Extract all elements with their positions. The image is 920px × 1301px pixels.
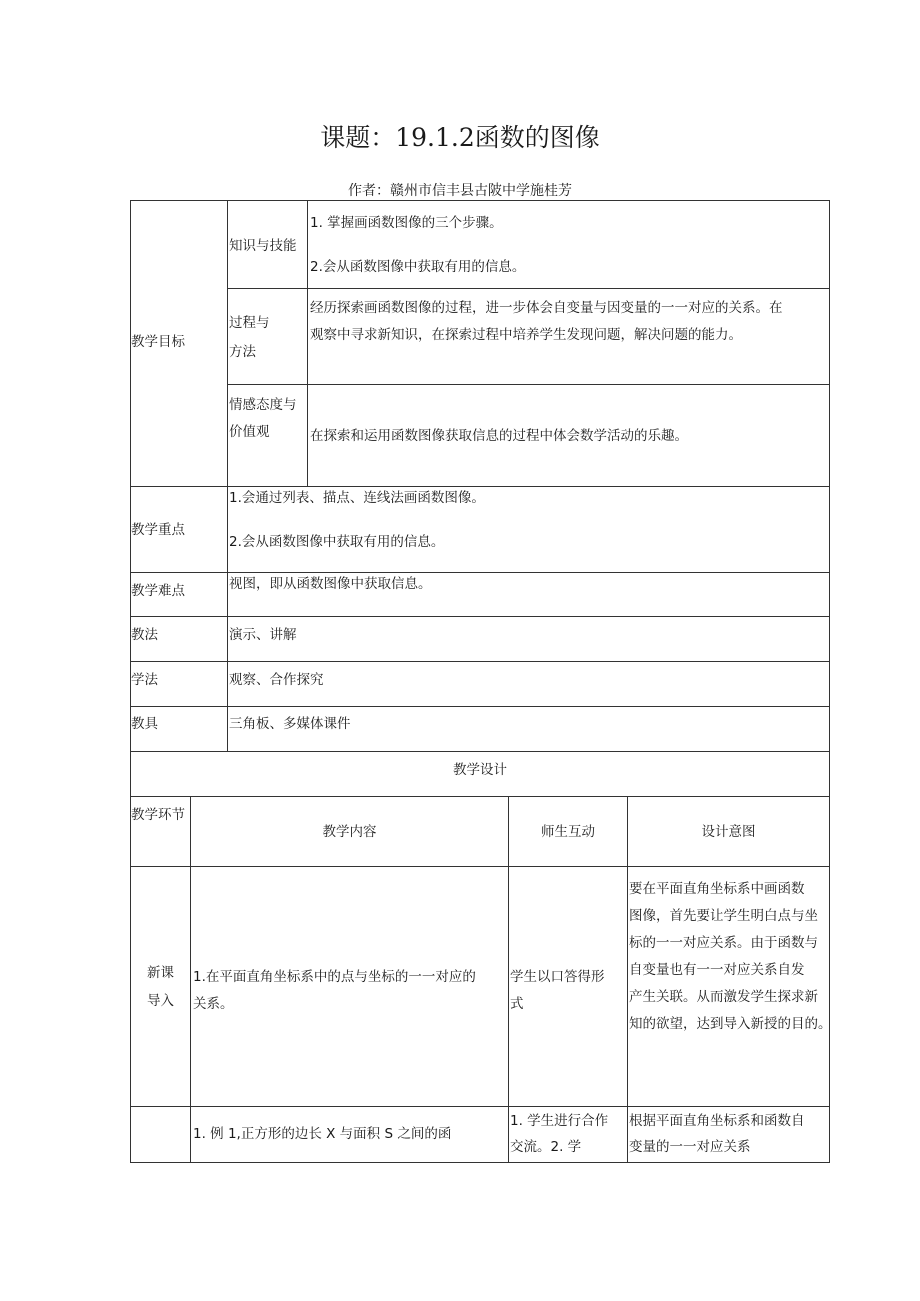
- emotion-label-line-2: 价值观: [229, 424, 270, 440]
- learning-method-text: 观察、合作探究: [229, 672, 324, 688]
- key-points-line-1: 1.会通过列表、描点、连线法画函数图像。: [229, 490, 485, 506]
- objectives-label: 教学目标: [131, 334, 185, 350]
- knowledge-label: 知识与技能: [229, 238, 297, 254]
- row2-interaction-line-2: 交流。2. 学: [510, 1139, 582, 1155]
- row1-intent: [629, 876, 832, 1038]
- process-text-line-1: 经历探索画函数图像的过程，进一步体会自变量与因变量的一一对应的关系。在: [310, 300, 783, 316]
- header-intent: 设计意图: [701, 824, 756, 840]
- row1-interaction-line-2: 式: [510, 996, 524, 1012]
- author-line: 作者：赣州市信丰县古陂中学施桂芳: [348, 183, 572, 199]
- row2-content-line-1: 1. 例 1,正方形的边长 X 与面积 S 之间的函: [193, 1126, 452, 1142]
- key-points-label: 教学重点: [131, 522, 185, 538]
- tools-label: 教具: [131, 716, 158, 732]
- emotion-text: 在探索和运用函数图像获取信息的过程中体会数学活动的乐趣。: [310, 428, 688, 444]
- row1-stage-line-2: 导入: [147, 993, 174, 1009]
- row2-intent-line-1: 根据平面直角坐标系和函数自: [629, 1113, 805, 1129]
- difficulty-text: 视图，即从函数图像中获取信息。: [229, 576, 432, 592]
- header-stage: 教学环节: [131, 807, 185, 823]
- header-content: 教学内容: [322, 824, 377, 840]
- page-title: 课题：19.1.2函数的图像: [320, 123, 600, 152]
- design-heading: 教学设计: [453, 762, 507, 778]
- row2-interaction-line-1: 1. 学生进行合作: [510, 1113, 609, 1129]
- tools-text: 三角板、多媒体课件: [229, 716, 351, 732]
- row1-intent-line: 图像，首先要让学生明白点与坐: [629, 908, 818, 924]
- process-label-line-1: 过程与: [229, 315, 270, 331]
- teaching-method-text: 演示、讲解: [229, 627, 297, 643]
- knowledge-line-1: 1. 掌握画函数图像的三个步骤。: [310, 215, 503, 231]
- knowledge-line-2: 2.会从函数图像中获取有用的信息。: [310, 259, 526, 275]
- row1-interaction-line-1: 学生以口答得形: [510, 969, 605, 985]
- row1-stage-line-1: 新课: [147, 965, 174, 981]
- key-points-line-2: 2.会从函数图像中获取有用的信息。: [229, 534, 445, 550]
- header-interaction: 师生互动: [541, 824, 595, 840]
- teaching-method-label: 教法: [131, 627, 158, 643]
- learning-method-label: 学法: [131, 672, 158, 688]
- row2-intent-line-2: 变量的一一对应关系: [629, 1139, 751, 1155]
- row1-intent-line: 自变量也有一一对应关系自发: [629, 962, 805, 978]
- row1-intent-line: 产生关联。从而激发学生探求新: [629, 989, 818, 1005]
- process-label-line-2: 方法: [229, 344, 256, 360]
- row1-intent-line: 要在平面直角坐标系中画函数: [629, 881, 805, 897]
- difficulty-label: 教学难点: [131, 583, 185, 599]
- row1-content-line-2: 关系。: [193, 996, 234, 1012]
- row1-intent-line: 标的一一对应关系。由于函数与: [629, 935, 818, 951]
- emotion-label-line-1: 情感态度与: [229, 397, 297, 413]
- process-text-line-2: 观察中寻求新知识，在探索过程中培养学生发现问题，解决问题的能力。: [310, 327, 742, 343]
- row1-content-line-1: 1.在平面直角坐标系中的点与坐标的一一对应的: [193, 969, 476, 985]
- row1-intent-line: 知的欲望，达到导入新授的目的。: [629, 1016, 832, 1032]
